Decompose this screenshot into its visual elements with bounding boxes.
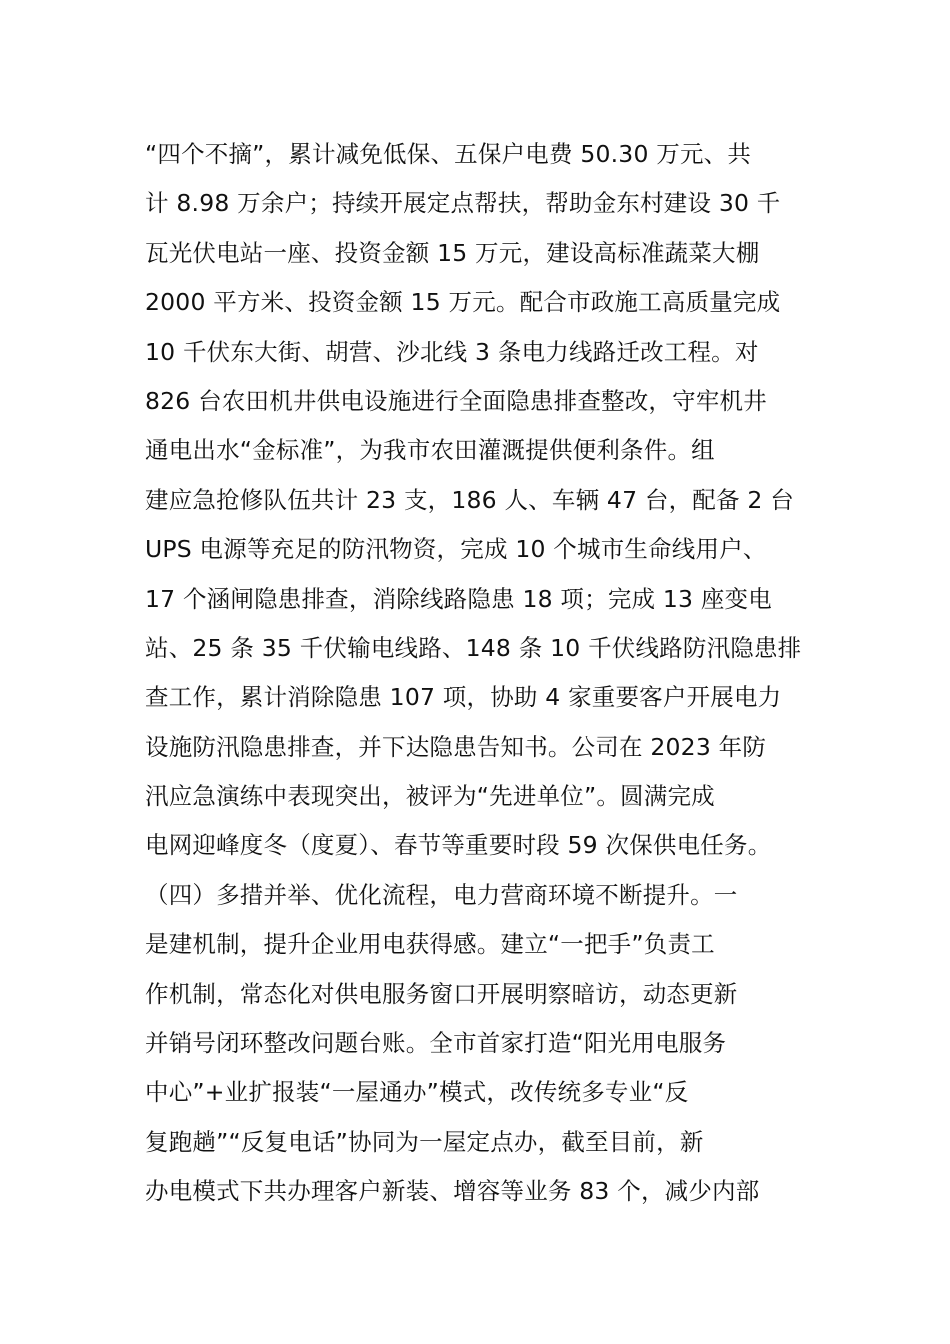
text-line: “四个不摘”，累计减免低保、五保户电费 50.30 万元、共: [145, 140, 752, 168]
text-line: 计 8.98 万余户；持续开展定点帮扶，帮助金东村建设 30 千: [145, 189, 781, 218]
text-line: 17 个涵闸隐患排查，消除线路隐患 18 项；完成 13 座变电: [145, 584, 772, 613]
text-line: 复跑趟”“反复电话”协同为一屋定点办，截至目前，新: [145, 1127, 704, 1156]
text-line: 站、25 条 35 千伏输电线路、148 条 10 千伏线路防汛隐患排: [145, 633, 802, 662]
text-line: 电网迎峰度冬（度夏）、春节等重要时段 59 次保供电任务。: [145, 831, 772, 860]
text-line: 作机制，常态化对供电服务窗口开展明察暗访，动态更新: [145, 979, 738, 1008]
text-line: 设施防汛隐患排查，并下达隐患告知书。公司在 2023 年防: [145, 732, 767, 761]
text-line: 826 台农田机井供电设施进行全面隐患排查整改，守牢机井: [145, 386, 767, 415]
text-line: 建应急抢修队伍共计 23 支，186 人、车辆 47 台，配备 2 台: [145, 485, 794, 514]
text-line: 10 千伏东大街、胡营、沙北线 3 条电力线路迁改工程。对: [145, 337, 759, 366]
text-line: 查工作，累计消除隐患 107 项，协助 4 家重要客户开展电力: [145, 683, 782, 712]
text-line: 汛应急演练中表现突出，被评为“先进单位”。圆满完成: [145, 782, 715, 811]
section-heading-line: （四）多措并举、优化流程，电力营商环境不断提升。一: [145, 880, 738, 909]
text-line: 2000 平方米、投资金额 15 万元。配合市政施工高质量完成: [145, 288, 781, 317]
text-line: 通电出水“金标准”，为我市农田灌溉提供便利条件。组: [145, 436, 715, 465]
text-line: 是建机制，提升企业用电获得感。建立“一把手”负责工: [145, 930, 715, 959]
text-line: 办电模式下共办理客户新装、增容等业务 83 个，减少内部: [145, 1177, 760, 1206]
text-line: 中心”+业扩报装“一屋通办”模式，改传统多专业“反: [145, 1078, 689, 1107]
body-text: [145, 130, 810, 1217]
text-line: 并销号闭环整改问题台账。全市首家打造“阳光用电服务: [145, 1029, 727, 1058]
text-line: UPS 电源等充足的防汛物资，完成 10 个城市生命线用户、: [145, 535, 767, 564]
text-line: 瓦光伏电站一座、投资金额 15 万元，建设高标准蔬菜大棚: [145, 238, 760, 267]
